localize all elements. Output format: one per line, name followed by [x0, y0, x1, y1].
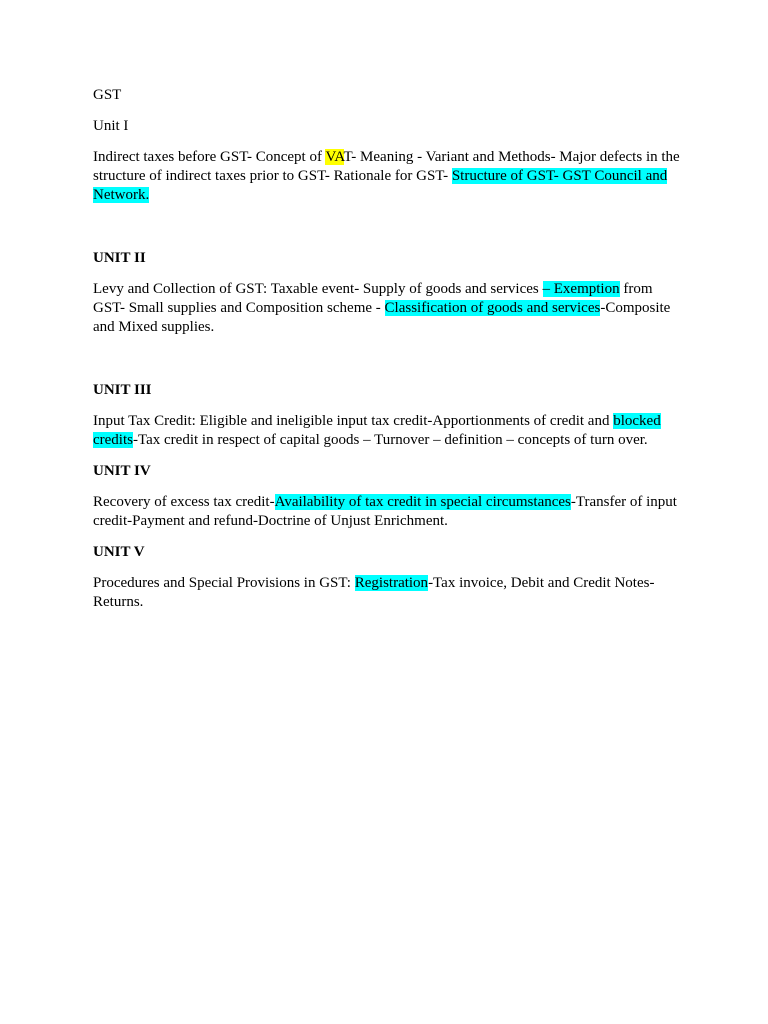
unit-3-paragraph: [93, 412, 683, 450]
unit-1-text-part2: T- Meaning - Variant and Methods- Major defects in the structure of indirect taxes prior to GST- Rationale for GST-: [93, 149, 680, 184]
unit-2-text-part3: -Composite and Mixed supplies.: [93, 300, 671, 335]
unit-2-paragraph: [93, 280, 683, 337]
unit-1-label: Unit I: [93, 118, 129, 134]
highlight-blocked-credits: blocked credits: [93, 413, 661, 448]
unit-5-text-part2: -Tax invoice, Debit and Credit Notes-Returns.: [93, 575, 655, 610]
unit-5-heading: UNIT V: [93, 544, 145, 560]
unit-4-text-part2: -Transfer of input credit-Payment and refund-Doctrine of Unjust Enrichment.: [93, 494, 677, 529]
highlight-registration: Registration: [354, 575, 429, 591]
highlight-exemption: – Exemption: [542, 281, 620, 297]
highlight-va: VA: [325, 149, 344, 165]
unit-1-paragraph: [93, 148, 683, 205]
document-title: GST: [93, 87, 122, 103]
unit-3-text-part2: -Tax credit in respect of capital goods – Turnover – definition – concepts of turn over.: [132, 432, 648, 448]
unit-3-text-part1: Input Tax Credit: Eligible and ineligible input tax credit-Apportionments of credit and: [93, 413, 614, 429]
unit-4-text-part1: Recovery of excess tax credit-: [93, 494, 275, 510]
unit-5-paragraph: [93, 574, 683, 612]
unit-4-paragraph: [93, 493, 683, 531]
highlight-structure-of-gst: Structure of GST- GST Council and Network.: [93, 168, 668, 203]
unit-2-text-part1: Levy and Collection of GST: Taxable event- Supply of goods and services: [93, 281, 543, 297]
unit-3-heading: UNIT III: [93, 382, 152, 398]
unit-2-text-part2: from GST- Small supplies and Composition scheme -: [93, 281, 653, 316]
unit-1-text-part1: Indirect taxes before GST- Concept of: [93, 149, 326, 165]
document-page: [93, 86, 683, 624]
highlight-classification: Classification of goods and services: [384, 300, 601, 316]
highlight-availability: Availability of tax credit in special circumstances: [274, 494, 571, 510]
unit-2-heading: UNIT II: [93, 250, 146, 266]
unit-5-text-part1: Procedures and Special Provisions in GST:: [93, 575, 355, 591]
unit-4-heading: UNIT IV: [93, 463, 151, 479]
